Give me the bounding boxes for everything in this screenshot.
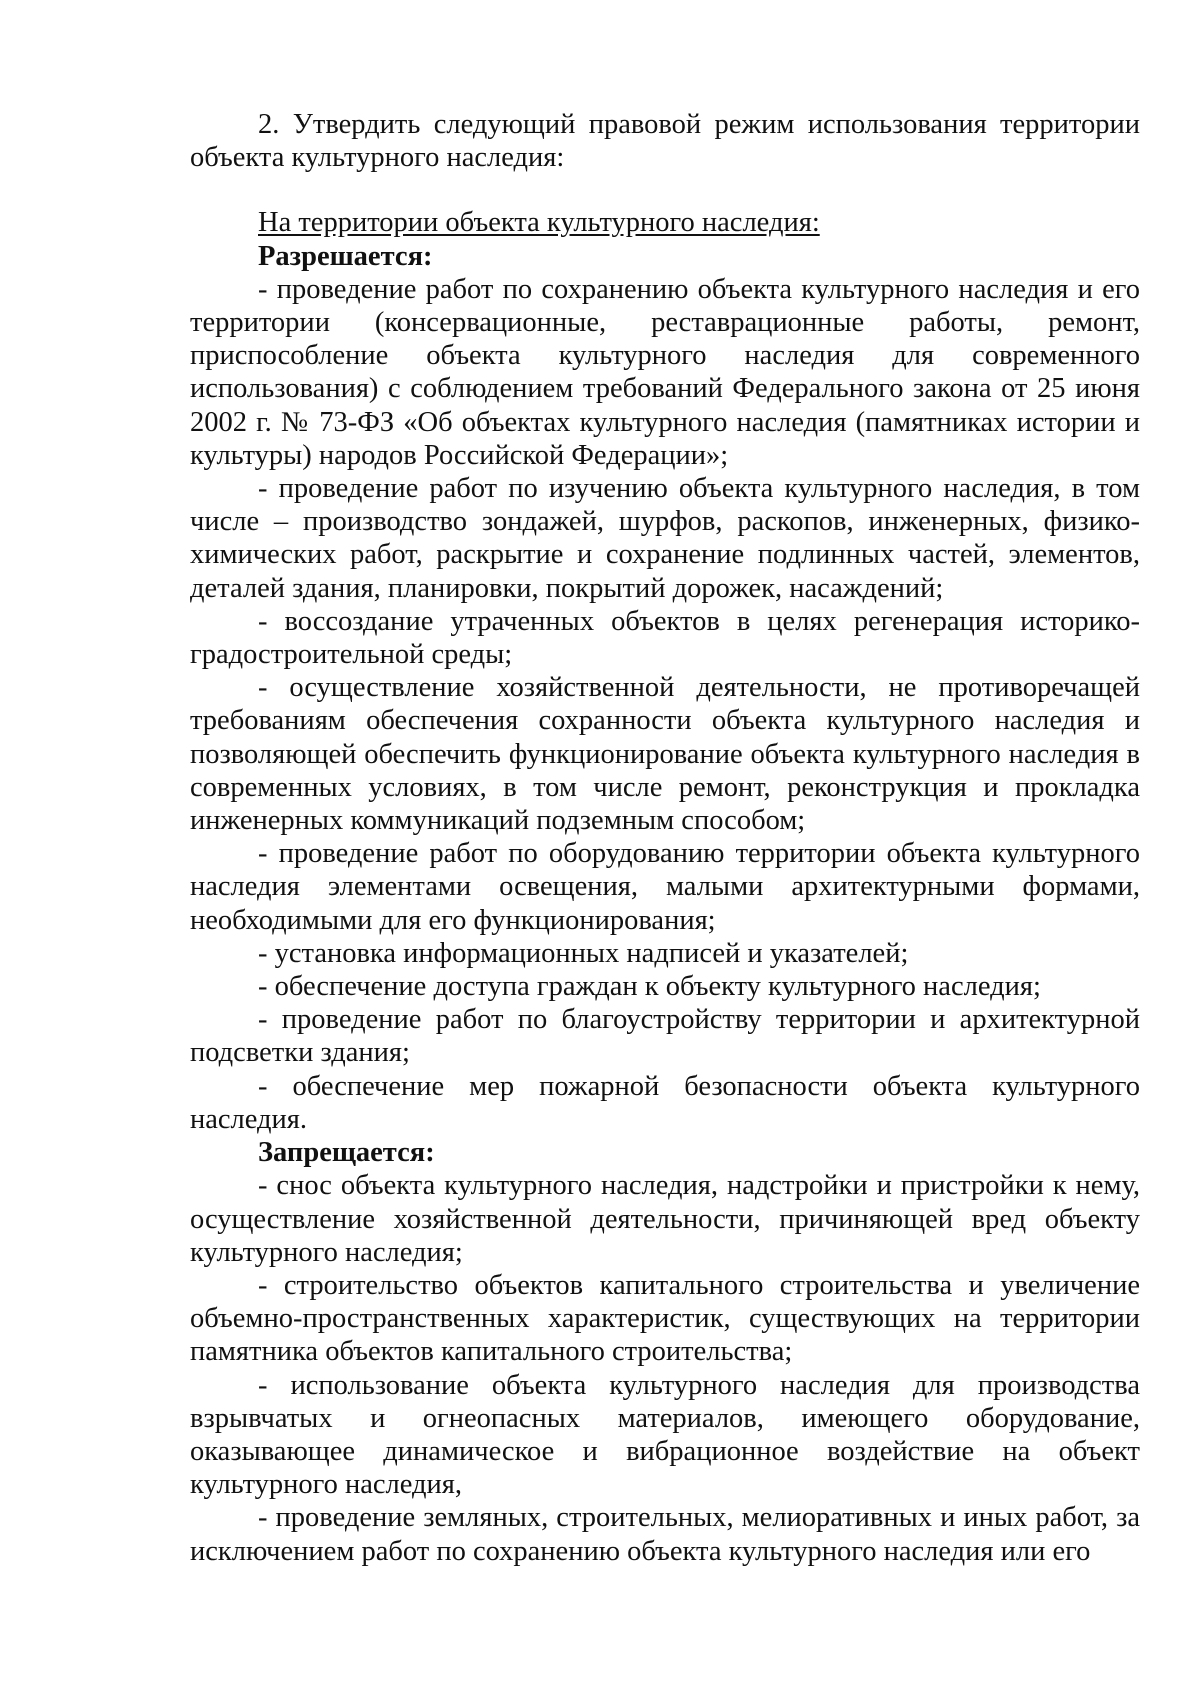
allowed-item: - проведение работ по благоустройству территории и архитектурной подсветки здания; xyxy=(190,1004,1140,1069)
paragraph-spacer xyxy=(190,174,1140,206)
forbidden-item: - снос объекта культурного наследия, надстройки и пристройки к нему, осуществление хозяйственной деятельности, причиняющей вред объекту культурного наследия; xyxy=(190,1170,1140,1268)
allowed-heading: Разрешается: xyxy=(258,240,433,272)
allowed-item: - обеспечение доступа граждан к объекту культурного наследия; xyxy=(258,971,1041,1003)
allowed-item: - проведение работ по сохранению объекта культурного наследия и его территории (консервационные, реставрационные работы, ремонт, приспособление объекта культурного наследия для современного использования) с соблюдением требований Федерального закона от 25 июня 2002 г. № 73-ФЗ «Об объектах культурного наследия (памятниках истории и культуры) народов Российской Федерации»; xyxy=(190,273,1140,471)
territory-heading xyxy=(190,206,1140,239)
allowed-item: - проведение работ по изучению объекта культурного наследия, в том числе – производство зондажей, шурфов, раскопов, инженерных, физико-химических работ, раскрытие и сохранение подлинных частей, элементов, деталей здания, планировки, покрытий дорожек, насаждений; xyxy=(190,473,1140,604)
forbidden-item: - строительство объектов капитального строительства и увеличение объемно-пространственных характеристик, существующих на территории памятника объектов капитального строительства; xyxy=(190,1269,1140,1368)
allowed-item: - воссоздание утраченных объектов в целях регенерация историко-градостроительной среды; xyxy=(190,605,1140,671)
intro-paragraph: 2. Утвердить следующий правовой режим использования территории объекта культурного наследия: xyxy=(190,109,1140,174)
forbidden-heading: Запрещается: xyxy=(258,1137,435,1169)
allowed-item: - проведение работ по оборудованию территории объекта культурного наследия элементами освещения, малыми архитектурными формами, необходимыми для его функционирования; xyxy=(190,838,1140,936)
forbidden-item: - проведение земляных, строительных, мелиоративных и иных работ, за исключением работ по сохранению объекта культурного наследия или его xyxy=(190,1502,1140,1567)
forbidden-item: - использование объекта культурного наследия для производства взрывчатых и огнеопасных материалов, имеющего оборудование, оказывающее динамическое и вибрационное воздействие на объект культурного наследия, xyxy=(190,1369,1140,1501)
document-body xyxy=(190,108,1140,1568)
allowed-item: - осуществление хозяйственной деятельности, не противоречащей требованиям обеспечения сохранности объекта культурного наследия и позволяющей обеспечить функционирование объекта культурного наследия в современных условиях, в том числе ремонт, реконструкция и прокладка инженерных коммуникаций подземным способом; xyxy=(190,672,1140,837)
allowed-item: - установка информационных надписей и указателей; xyxy=(258,937,909,969)
allowed-item: - обеспечение мер пожарной безопасности объекта культурного наследия. xyxy=(190,1070,1140,1135)
territory-heading-text: На территории объекта культурного наследия: xyxy=(258,207,820,239)
